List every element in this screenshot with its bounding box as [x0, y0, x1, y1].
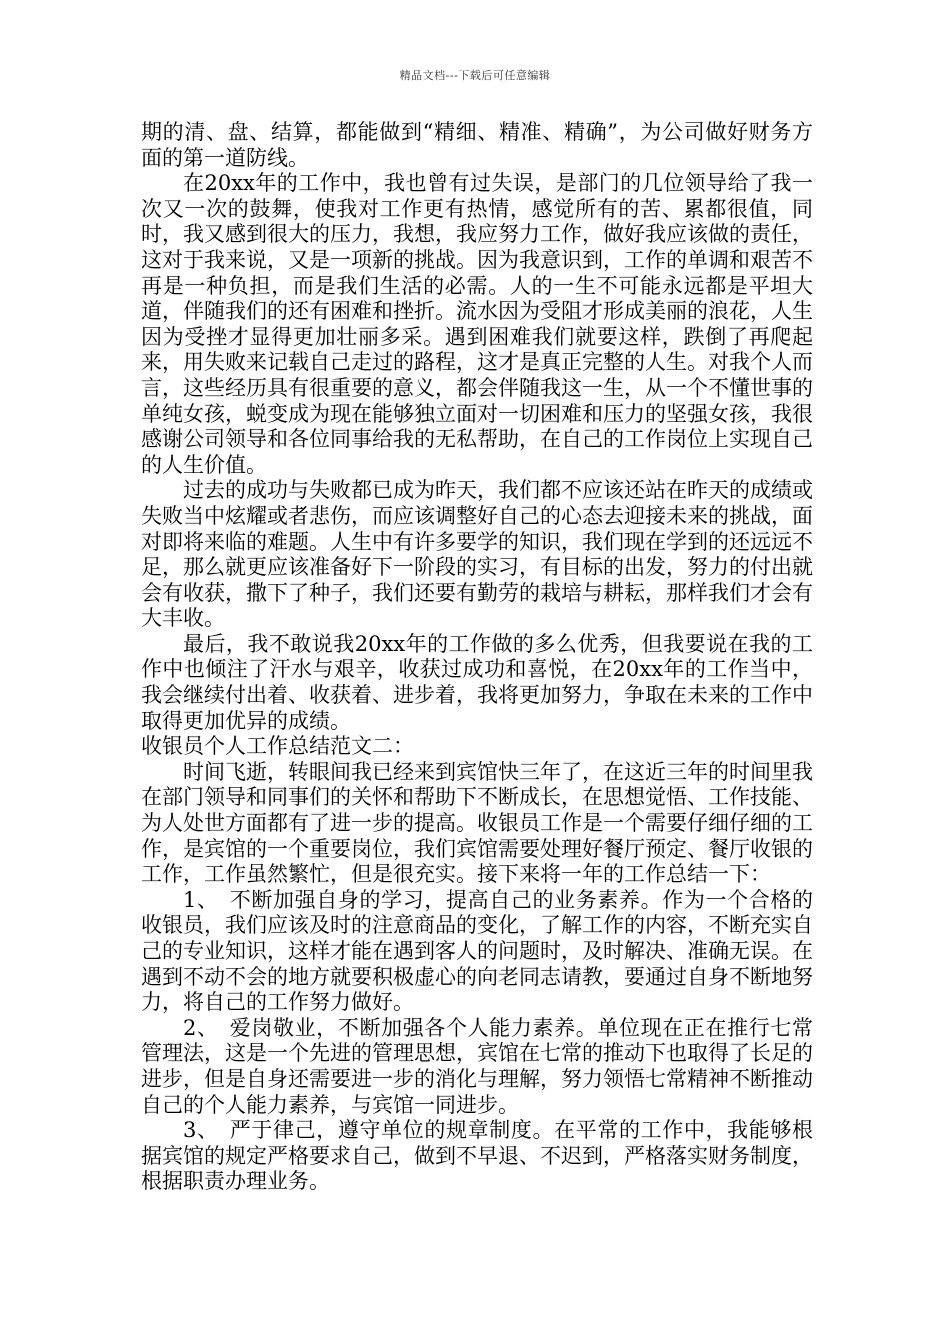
page-header: 精品文档---下载后可任意编辑 — [399, 69, 551, 82]
paragraph-2: 在20xx年的工作中，我也曾有过失误，是部门的几位领导给了我一次又一次的鼓舞，使我对工作更有热情，感觉所有的苦、累都很值，同时，我又感到很大的压力，我想，我应努力工作，做好我应该做的责任，这对于我来说，又是一项新的挑战。因为我意识到，工作的单调和艰苦不再是一种负担，而是我们生活的必需。人的一生不可能永远都是平坦大道，伴随我们的还有困难和挫折。流水因为受阻才形成美丽的浪花，人生因为受挫才显得更加壮丽多采。遇到困难我们就要这样，跌倒了再爬起来，用失败来记载自己走过的路程，这才是真正完整的人生。对我个人而言，这些经历具有很重要的意义，都会伴随我这一生，从一个不懂世事的单纯女孩，蜕变成为现在能够独立面对一切困难和压力的坚强女孩，我很感谢公司领导和各位同事给我的无私帮助，在自己的工作岗位上实现自己的人生价值。 — [141, 171, 813, 477]
paragraph-3: 过去的成功与失败都已成为昨天，我们都不应该还站在昨天的成绩或失败当中炫耀或者悲伤，而应该调整好自己的心态去迎接未来的挑战，面对即将来临的难题。人生中有许多要学的知识，我们现在学到的还远远不足，那么就更应该准备好下一阶段的实习，有目标的出发，努力的付出就会有收获，撒下了种子，我们还要有勤劳的栽培与耕耘，那样我们才会有大丰收。 — [141, 478, 813, 631]
paragraph-1: 期的清、盘、结算，都能做到“精细、精准、精确”，为公司做好财务方面的第一道防线。 — [141, 120, 813, 170]
paragraph-5: 时间飞逝，转眼间我已经来到宾馆快三年了，在这近三年的时间里我在部门领导和同事们的关怀和帮助下不断成长，在思想觉悟、工作技能、为人处世方面都有了进一步的提高。收银员工作是一个需要仔细仔细的工作，是宾馆的一个重要岗位，我们宾馆需要处理好餐厅预定、餐厅收银的工作，工作虽然繁忙，但是很充实。接下来将一年的工作总结一下： — [141, 759, 813, 887]
list-item-2: 2、 爱岗敬业，不断加强各个人能力素养。单位现在正在推行七常管理法，这是一个先进的管理思想，宾馆在七常的推动下也取得了长足的进步，但是自身还需要进一步的消化与理解，努力领悟七常精神不断推动自己的个人能力素养，与宾馆一同进步。 — [141, 1015, 813, 1117]
section-heading: 收银员个人工作总结范文二： — [141, 734, 414, 759]
document-body — [141, 120, 813, 1195]
list-item-1: 1、 不断加强自身的学习，提高自己的业务素养。作为一个合格的收银员，我们应该及时的注意商品的变化，了解工作的内容，不断充实自己的专业知识，这样才能在遇到客人的问题时，及时解决、准确无误。在遇到不动不会的地方就要积极虚心的向老同志请教，要通过自身不断地努力，将自己的工作努力做好。 — [141, 887, 813, 1015]
paragraph-4: 最后，我不敢说我20xx年的工作做的多么优秀，但我要说在我的工作中也倾注了汗水与艰辛，收获过成功和喜悦，在20xx年的工作当中，我会继续付出着、收获着、进步着，我将更加努力，争取在未来的工作中取得更加优异的成绩。 — [141, 631, 813, 733]
list-item-3: 3、 严于律己，遵守单位的规章制度。在平常的工作中，我能够根据宾馆的规定严格要求自己，做到不早退、不迟到，严格落实财务制度，根据职责办理业务。 — [141, 1118, 813, 1194]
